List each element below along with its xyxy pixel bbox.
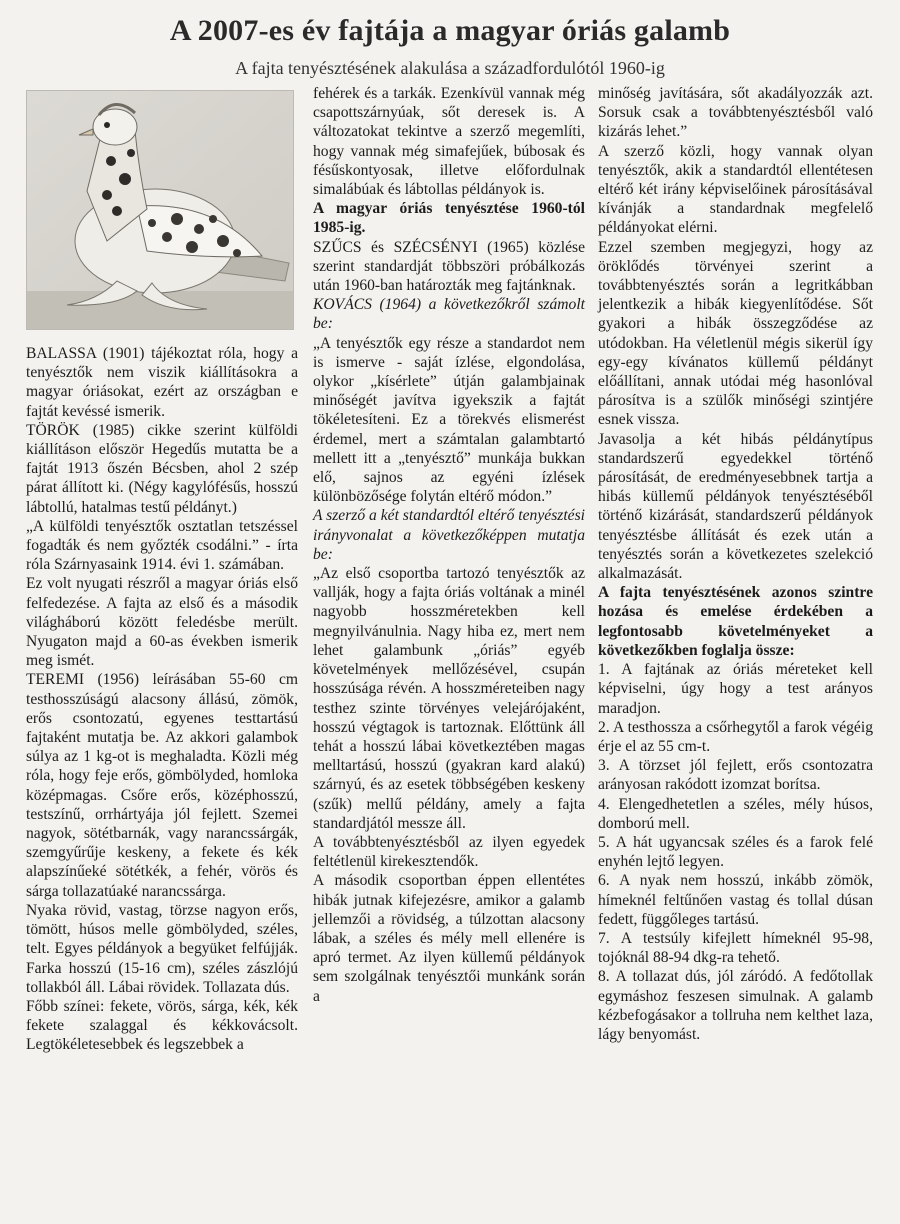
paragraph: minőség javítására, sőt akadályozzák azt. Sorsuk csak a továbbtenyésztésből való kizárás lehet.” — [598, 85, 873, 141]
page-title: A 2007-es év fajtája a magyar óriás galamb — [169, 14, 731, 47]
list-item: 1. A fajtának az óriás méreteket kell képviselni, úgy hogy a test arányos maradjon. — [598, 661, 873, 717]
list-item: 8. A tollazat dús, jól záródó. A fedőtollak egymáshoz feszesen simulnak. A galamb kézbefogásakor a tollruha nem kelthet laza, lágy benyomást. — [598, 968, 873, 1043]
quote-paragraph: „Az első csoportba tartozó tenyésztők az vallják, hogy a fajta óriás voltának a minél nagyobb hosszméretekben kell megnyilvánulnia. Nagy hiba ez, mert nem lehet galambunk „óriás” egyéb követelmények mellőzésével, csupán hosszúsága révén. A hosszméreteiben nagy testhez szinte törvényes velejárójaként, hosszú végtagok is tartoznak. Előttünk áll tehát a hosszú lábai következtében magas melltartású, hosszú (gyakran kard alakú) szárnyú, és az esetek többségében keskeny (szűk) mellű példány, amely a fajta standardjától messze áll. — [313, 565, 585, 832]
italic-intro: KOVÁCS (1964) a következőkről számolt be: — [313, 296, 585, 333]
column-1 — [26, 84, 298, 1055]
paragraph: Főbb színei: fekete, vörös, sárga, kék, kék fekete szalaggal és kékkovácsolt. Legtökéletesebbek és legszebbek a — [26, 997, 298, 1054]
paragraph: A második csoportban éppen ellentétes hibák jutnak kifejezésre, amikor a galamb jellemzői a rövidség, a túlzottan alacsony lábak, a széles és mély mell ellenére is apró termet. Az ilyen küllemű példányok sem szolgálnak tenyésztői munkánk során a — [313, 872, 585, 1005]
column-2 — [313, 84, 585, 1006]
pigeon-illustration — [27, 91, 293, 329]
paragraph: fehérek és a tarkák. Ezenkívül vannak még csapottszárnyúak, sőt deresek is. A változatokat tekintve a szerző megemlíti, hogy vannak még simafejűek, búbosak és fésűskontyosak, illetve előfordulnak simalábúak és lábtollas példányok is. — [313, 85, 585, 199]
paragraph: A továbbtenyésztésből az ilyen egyedek feltétlenül kirekesztendők. — [313, 833, 585, 871]
paragraph: A szerző közli, hogy vannak olyan tenyésztők, akik a standardtól ellentétesen eltérő két irány képviselőinek párosításával kívánják a standardnak megfelelő példányokat elérni. — [598, 142, 873, 237]
list-item: 3. A törzset jól fejlett, erős csontozatra arányosan rakódott izomzat borítsa. — [598, 757, 873, 794]
section-heading: A fajta tenyésztésének azonos szintre hozása és emelése érdekében a legfontosabb követelményeket a következőkben foglalja össze: — [598, 584, 873, 659]
list-item: 7. A testsúly kifejlett hímeknél 95-98, tojóknál 88-94 dkg-ra tehető. — [598, 929, 873, 967]
quote-paragraph: „A külföldi tenyésztők osztatlan tetszéssel fogadták és nem győzték csodálni.” - írta róla Szárnyasaink 1914. évi 1. számában. — [26, 517, 298, 574]
paragraph: TÖRÖK (1985) cikke szerint külföldi kiállításon először Hegedűs mutatta be a fajtát 1913 őszén Bécsben, ahol 2 szép párat állított ki. (Négy kagylófésűs, hosszú lábtollú, hatalmas testű példányt.) — [26, 421, 298, 516]
column-3 — [598, 84, 873, 1044]
paragraph: SZŰCS és SZÉCSÉNYI (1965) közlése szerint standardját többszöri próbálkozás után 1960-ban határozták meg fajtánknak. — [313, 238, 585, 295]
paragraph: Nyaka rövid, vastag, törzse nagyon erős, tömött, húsos melle gömbölyded, széles, telt. Egyes példányok a begyüket felfújják. Farka hosszú (15-16 cm), széles zászlójú tollakból áll. Lábai rövidek. Tollazata dús. — [26, 901, 298, 996]
paragraph: BALASSA (1901) tájékoztat róla, hogy a tenyésztők nem viszik kiállításokra a magyar óriásokat, ezért az országban e fajtát kevéssé ismerik. — [26, 345, 298, 420]
paragraph: Ezzel szemben megjegyzi, hogy az öröklődés törvényei szerint a továbbtenyésztés során a legritkábban jelentkezik a hibák kiegyenlítődése. Sőt gyakori a hibák összegződése az utódokban. Ha véletlenül mégis sikerül így egy-egy kívánatos küllemű példányt előállítani, annak utódai még hasonlóval párosítva is a szülők minőségi szintjére esnek vissza. — [598, 238, 873, 429]
paragraph: TEREMI (1956) leírásában 55-60 cm testhosszúságú alacsony állású, zömök, erős csontozatú, egyenes testtartású fajtaként mutatja be. Az akkori galambok súlya az 1 kg-ot is meghaladta. Közli még róla, hogy feje erős, gömbölyded, homloka középmagas. Csőre erős, középhosszú, testszínű, orrhártyája jól fejlett. Szemei nagyok, sötétbarnák, vagy narancssárgák, szemgyűrűje keskeny, a fekete és kék alapszínűeké sötétkék, a fehér, vörös és sárga tollazatúaké narancssárga. — [26, 671, 298, 900]
paragraph: Ez volt nyugati részről a magyar óriás első felfedezése. A fajta az első és a második világháború között feledésbe merült. Nyugaton majd a 60-as években ismerik meg ismét. — [26, 575, 298, 670]
list-item: 2. A testhossza a csőrhegytől a farok végéig érje el az 55 cm-t. — [598, 718, 873, 755]
italic-intro: A szerző a két standardtól eltérő tenyésztési irányvonalat a következőképpen mutatja be: — [313, 507, 585, 563]
quote-paragraph: „A tenyésztők egy része a standardot nem is ismerve - saját ízlése, elgondolása, olykor „kísérlete” útján galambjainak minőségét javítva igyekszik a fajtát tökéletesíteni. Ez a törekvés elismerést érdemel, mert a számtalan galambtartó mellett itt a „tenyésztő” munkája bukkan elő, sajnos az egyéni ízlések különbözősége folytán eltérő módon.” — [313, 334, 585, 506]
list-item: 4. Elengedhetetlen a széles, mély húsos, domború mell. — [598, 795, 873, 832]
list-item: 6. A nyak nem hosszú, inkább zömök, hímeknél feltűnően vastag és tollal dúsan fedett, függőleges tartású. — [598, 872, 873, 928]
pigeon-photo — [26, 90, 294, 330]
page-subtitle: A fajta tenyésztésének alakulása a századfordulótól 1960-ig — [235, 58, 665, 78]
list-item: 5. A hát ugyancsak széles és a farok felé enyhén lejtő legyen. — [598, 833, 873, 871]
section-heading: A magyar óriás tenyésztése 1960-tól 1985-ig. — [313, 200, 585, 237]
paragraph: Javasolja a két hibás példánytípus standardszerű egyedekkel történő párosítását, de eredményesebbnek tartja a hibás küllemű példányok tenyésztéséből történő kizárását, standardszerű példányok tenyésztésbe állítását és ezek után a tenyésztés során a következetes szelekció alkalmazását. — [598, 430, 873, 583]
